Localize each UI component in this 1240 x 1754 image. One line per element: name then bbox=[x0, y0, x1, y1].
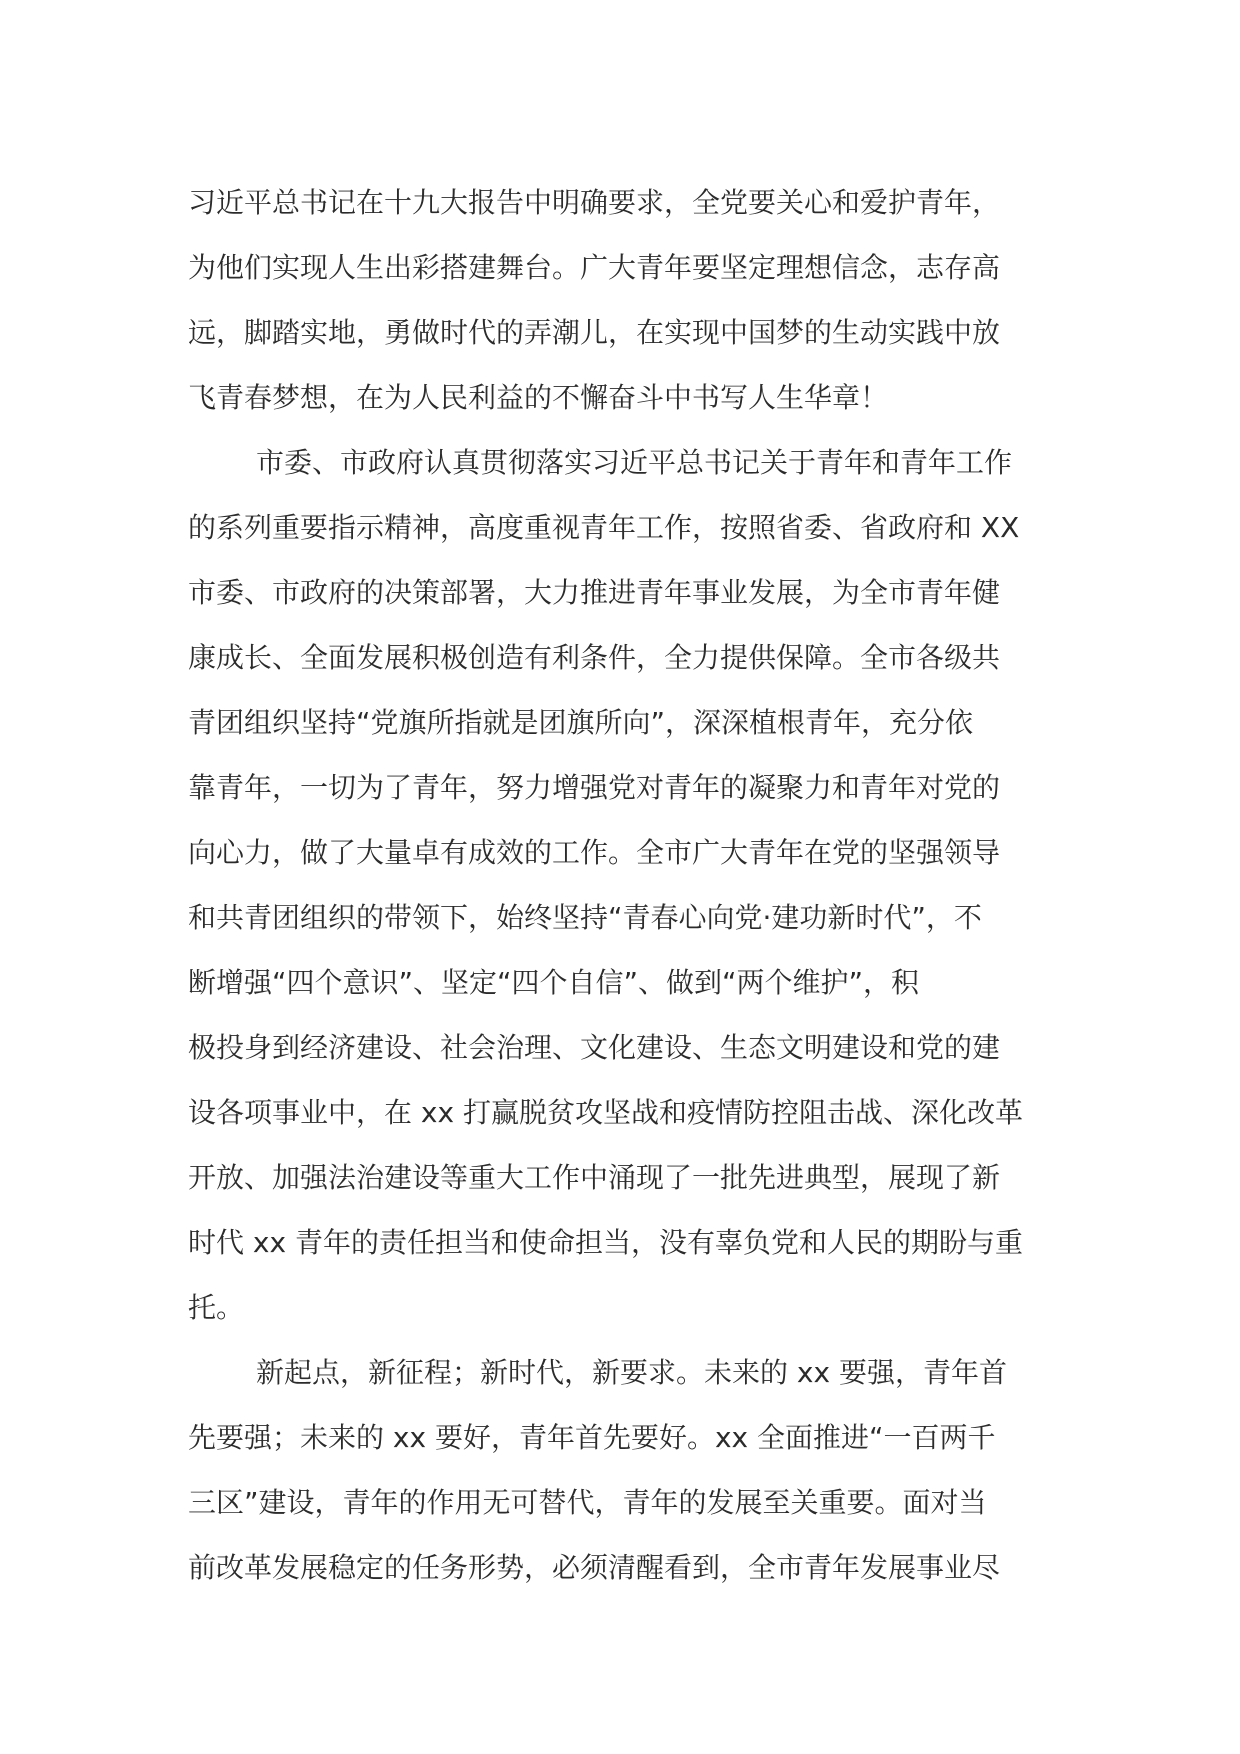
text-line: 向心力，做了大量卓有成效的工作。全市广大青年在党的坚强领导 bbox=[188, 836, 1001, 869]
text-line: 康成长、全面发展积极创造有利条件，全力提供保障。全市各级共 bbox=[188, 641, 1001, 674]
text-line: 和共青团组织的带领下，始终坚持“青春心向党·建功新时代”，不 bbox=[188, 901, 982, 934]
document-body bbox=[188, 170, 1058, 1600]
text-line: 三区”建设，青年的作用无可替代，青年的发展至关重要。面对当 bbox=[188, 1486, 987, 1519]
text-line: 开放、加强法治建设等重大工作中涌现了一批先进典型，展现了新 bbox=[188, 1161, 1001, 1194]
text-line: 远，脚踏实地，勇做时代的弄潮儿，在实现中国梦的生动实践中放 bbox=[188, 316, 1001, 349]
text-line: 的系列重要指示精神，高度重视青年工作，按照省委、省政府和 XX bbox=[188, 511, 1020, 544]
text-line: 为他们实现人生出彩搭建舞台。广大青年要坚定理想信念，志存高 bbox=[188, 251, 1001, 284]
text-line: 时代 xx 青年的责任担当和使命担当，没有辜负党和人民的期盼与重 bbox=[188, 1226, 1023, 1259]
text-line: 断增强“四个意识”、坚定“四个自信”、做到“两个维护”，积 bbox=[188, 966, 920, 999]
paragraph-first-line: 市委、市政府认真贯彻落实习近平总书记关于青年和青年工作 bbox=[256, 446, 1013, 479]
text-line: 习近平总书记在十九大报告中明确要求，全党要关心和爱护青年， bbox=[188, 186, 1001, 219]
paragraph-first-line: 新起点，新征程；新时代，新要求。未来的 xx 要强，青年首 bbox=[256, 1356, 1007, 1389]
text-line: 飞青春梦想，在为人民利益的不懈奋斗中书写人生华章！ bbox=[188, 381, 889, 414]
text-line: 设各项事业中，在 xx 打赢脱贫攻坚战和疫情防控阻击战、深化改革 bbox=[188, 1096, 1023, 1129]
text-line: 靠青年，一切为了青年，努力增强党对青年的凝聚力和青年对党的 bbox=[188, 771, 1001, 804]
text-line: 青团组织坚持“党旗所指就是团旗所向”，深深植根青年，充分依 bbox=[188, 706, 974, 739]
text-line: 先要强；未来的 xx 要好，青年首先要好。xx 全面推进“一百两千 bbox=[188, 1421, 996, 1454]
text-line: 前改革发展稳定的任务形势，必须清醒看到，全市青年发展事业尽 bbox=[188, 1551, 1001, 1584]
text-line: 极投身到经济建设、社会治理、文化建设、生态文明建设和党的建 bbox=[188, 1031, 1001, 1064]
text-line: 托。 bbox=[188, 1291, 245, 1324]
text-line: 市委、市政府的决策部署，大力推进青年事业发展，为全市青年健 bbox=[188, 576, 1001, 609]
